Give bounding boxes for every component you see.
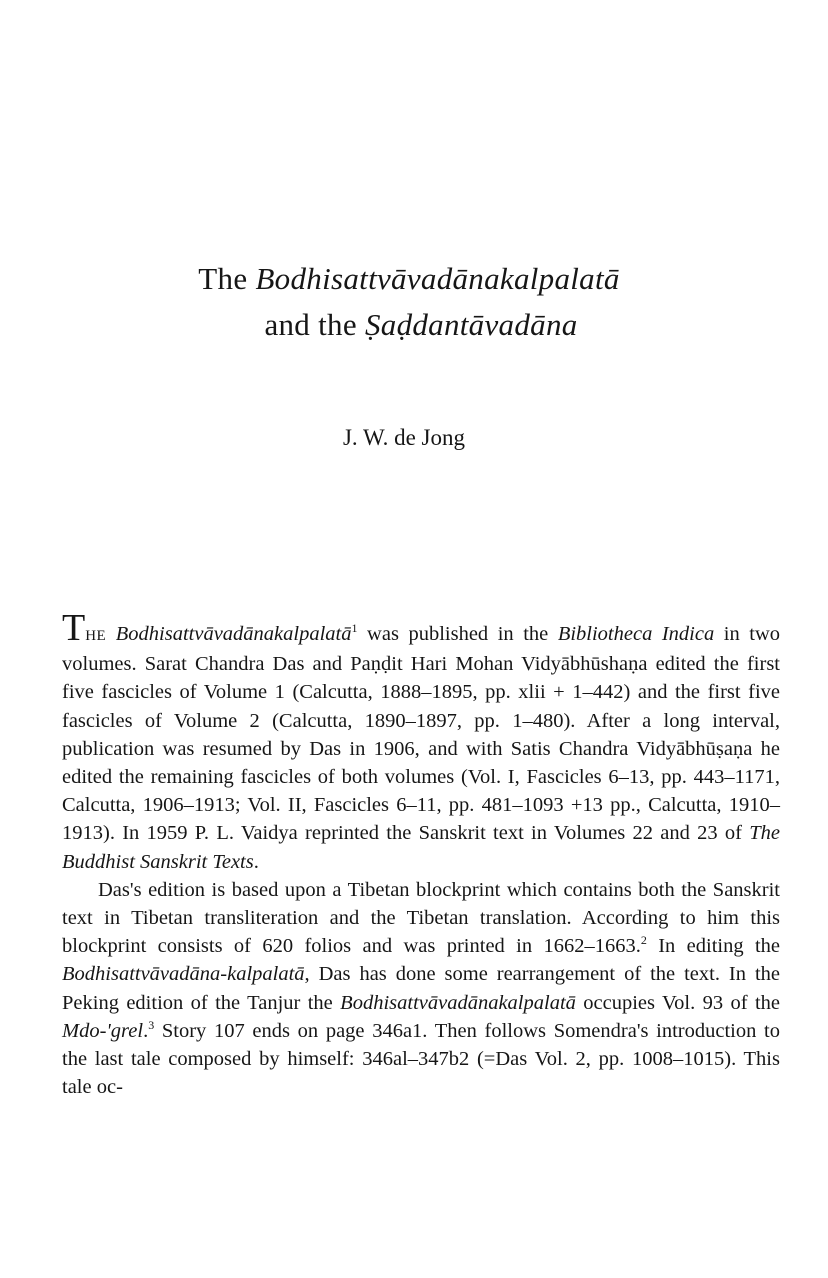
title-line-2 bbox=[14, 302, 828, 348]
p1-text-2: was published in the bbox=[357, 623, 558, 645]
small-caps: HE bbox=[85, 628, 107, 644]
article-body bbox=[62, 607, 781, 1101]
paragraph-2 bbox=[62, 876, 780, 1102]
title-italic-2: Ṣaḍdantāvadāna bbox=[364, 307, 578, 342]
p1-text-4: . bbox=[253, 850, 259, 873]
p1-italic-2: Bibliotheca Indica bbox=[557, 623, 715, 645]
p2-text-5: . bbox=[143, 1019, 149, 1042]
p2-text-3: , Das has done some rearrangement of the text. In the Peking edition of the Tanjur the bbox=[62, 963, 780, 1014]
p2-text-1: Das's edition is based upon a Tibetan blockprint which contains both the Sanskrit text in Tibetan transliteration and the Tibetan translation. According to him this blockprint consists of 620 folios and was printed in 1662–1663. bbox=[62, 878, 780, 958]
p2-italic-2: Bodhisattvāvadānakalpalatā bbox=[340, 991, 576, 1014]
title-prefix-2: and the bbox=[264, 307, 365, 342]
p1-italic-3: The Buddhist Sanskrit Texts bbox=[62, 822, 780, 873]
footnote-ref-1: 1 bbox=[351, 621, 358, 636]
p2-text-2: In editing the bbox=[646, 935, 781, 958]
p1-text-1 bbox=[106, 623, 116, 645]
p2-text-4: occupies Vol. 93 of the bbox=[575, 991, 781, 1014]
p2-italic-3: Mdo-'grel bbox=[62, 1019, 144, 1042]
author-name: J. W. de Jong bbox=[342, 425, 466, 450]
p2-italic-1: Bodhisattvāvadāna-kalpalatā bbox=[62, 963, 305, 986]
drop-cap: T bbox=[62, 607, 86, 649]
footnote-ref-3: 3 bbox=[148, 1018, 155, 1033]
title-italic-1: Bodhisattvāvadānakalpalatā bbox=[255, 261, 620, 296]
paragraph-1 bbox=[62, 607, 781, 876]
p1-italic-1: Bodhisattvāvadānakalpalatā bbox=[115, 623, 352, 645]
article-title bbox=[0, 256, 828, 348]
p1-text-3: in two volumes. Sarat Chandra Das and Paṇḍit Hari Mohan Vidyābhūshaṇa edited the first five fascicles of Volume 1 (Calcutta, 1888–1895, pp. xlii + 1–442) and the first five fascicles of Volume 2 (Calcutta, 1890–1897, pp. 1–480). After a long interval, publication was resumed by Das in 1906, and with Satis Chandra Vidyābhūṣaṇa he edited the remaining fascicles of both volumes (Vol. I, Fascicles 6–13, pp. 443–1171, Calcutta, 1906–1913; Vol. II, Fascicles 6–11, pp. 481–1093 +13 pp., Calcutta, 1910–1913). In 1959 P. L. Vaidya reprinted the Sanskrit text in Volumes 22 and 23 of bbox=[62, 623, 781, 845]
title-line-1 bbox=[0, 256, 828, 302]
p2-text-6: Story 107 ends on page 346a1. Then follows Somendra's introduction to the last tale composed by himself: 346al–347b2 (=Das Vol. 2, pp. 1008–1015). This tale oc- bbox=[62, 1019, 780, 1099]
title-prefix-1: The bbox=[198, 261, 256, 296]
footnote-ref-2: 2 bbox=[640, 933, 647, 948]
